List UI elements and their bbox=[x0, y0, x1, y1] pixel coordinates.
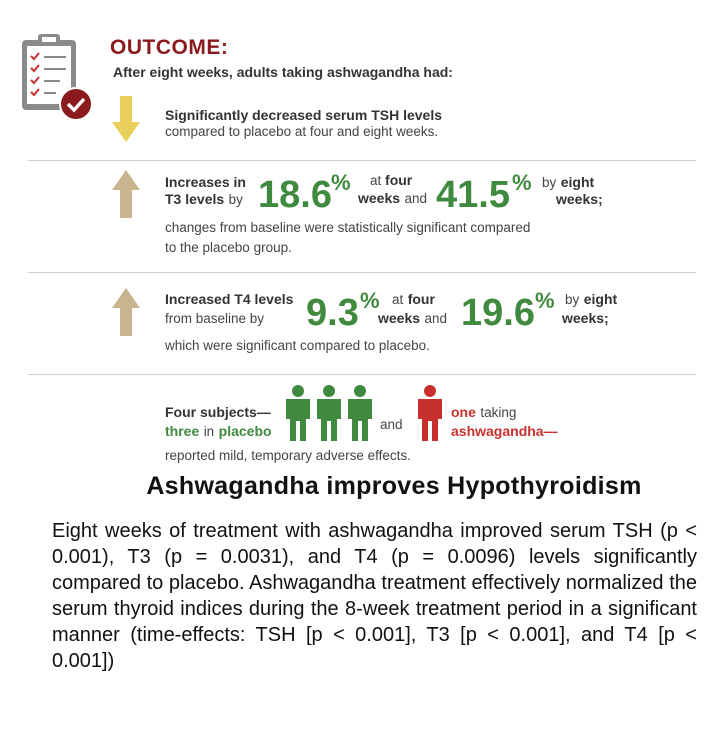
t3-weeks-2: weeks; bbox=[556, 191, 603, 207]
t3-by-eight: by eight bbox=[542, 174, 595, 190]
tsh-detail: compared to placebo at four and eight weeks. bbox=[165, 124, 439, 139]
t4-pct-2: % bbox=[535, 288, 555, 313]
t3-value-8wk: 41.5 bbox=[436, 174, 510, 216]
main-title: Ashwagandha improves Hypothyroidism bbox=[146, 472, 642, 500]
t4-weeks-and: weeks and bbox=[378, 310, 448, 326]
adverse-three-placebo: three in placebo bbox=[165, 423, 272, 439]
arrow-down-icon bbox=[112, 96, 140, 142]
person-icon bbox=[416, 385, 444, 441]
t4-lead-bold: Increased T4 levels bbox=[165, 291, 294, 307]
arrow-up-icon bbox=[112, 288, 140, 336]
adverse-detail: reported mild, temporary adverse effects. bbox=[165, 448, 411, 463]
t3-lead-2: T3 levels by bbox=[165, 191, 243, 207]
t4-pct-1: % bbox=[360, 288, 380, 313]
t4-value-8wk: 19.6 bbox=[461, 292, 535, 334]
divider bbox=[28, 272, 696, 273]
outcome-title: OUTCOME: bbox=[110, 36, 229, 59]
t3-detail-1: changes from baseline were statistically significant compared bbox=[165, 220, 531, 235]
t4-value-4wk: 9.3 bbox=[306, 292, 359, 334]
person-icon bbox=[286, 385, 310, 441]
t3-lead-1: Increases in bbox=[165, 174, 246, 190]
t4-weeks-2: weeks; bbox=[562, 310, 609, 326]
divider bbox=[28, 160, 696, 161]
clipboard-check-icon bbox=[20, 32, 96, 124]
adverse-ashwagandha: ashwagandha— bbox=[451, 423, 558, 439]
t4-at-four: at four bbox=[392, 291, 435, 307]
t4-detail: which were significant compared to placebo. bbox=[165, 338, 430, 353]
t3-weeks-and: weeks and bbox=[358, 190, 428, 206]
t4-by-eight: by eight bbox=[565, 291, 618, 307]
t3-detail-2: to the placebo group. bbox=[165, 240, 292, 255]
tsh-headline: Significantly decreased serum TSH levels bbox=[165, 107, 443, 123]
t4-lead-norm: from baseline by bbox=[165, 311, 265, 326]
adverse-and: and bbox=[380, 417, 403, 432]
person-icon bbox=[348, 385, 372, 441]
t3-at-four: at four bbox=[370, 172, 413, 188]
person-icon-group bbox=[284, 385, 374, 441]
arrow-up-icon bbox=[112, 170, 140, 218]
person-icon bbox=[317, 385, 341, 441]
t3-pct-1: % bbox=[331, 170, 351, 195]
adverse-four-subjects: Four subjects— bbox=[165, 404, 271, 420]
t3-pct-2: % bbox=[512, 170, 532, 195]
adverse-one-taking: one taking bbox=[451, 404, 517, 420]
t3-value-4wk: 18.6 bbox=[258, 174, 332, 216]
divider bbox=[28, 374, 696, 375]
summary-paragraph: Eight weeks of treatment with ashwagandha improved serum TSH (p < 0.001), T3 (p = 0.0031), and T4 (p = 0.0096) levels significantly compared to placebo. Ashwagandha treatment effectively normalized the serum thyroid indices during the 8-week treatment period in a significant manner (time-effects: TSH [p < 0.001], T3 [p < 0.001], and T4 [p < 0.001]) bbox=[52, 520, 697, 672]
outcome-subtitle: After eight weeks, adults taking ashwagandha had: bbox=[113, 64, 453, 80]
